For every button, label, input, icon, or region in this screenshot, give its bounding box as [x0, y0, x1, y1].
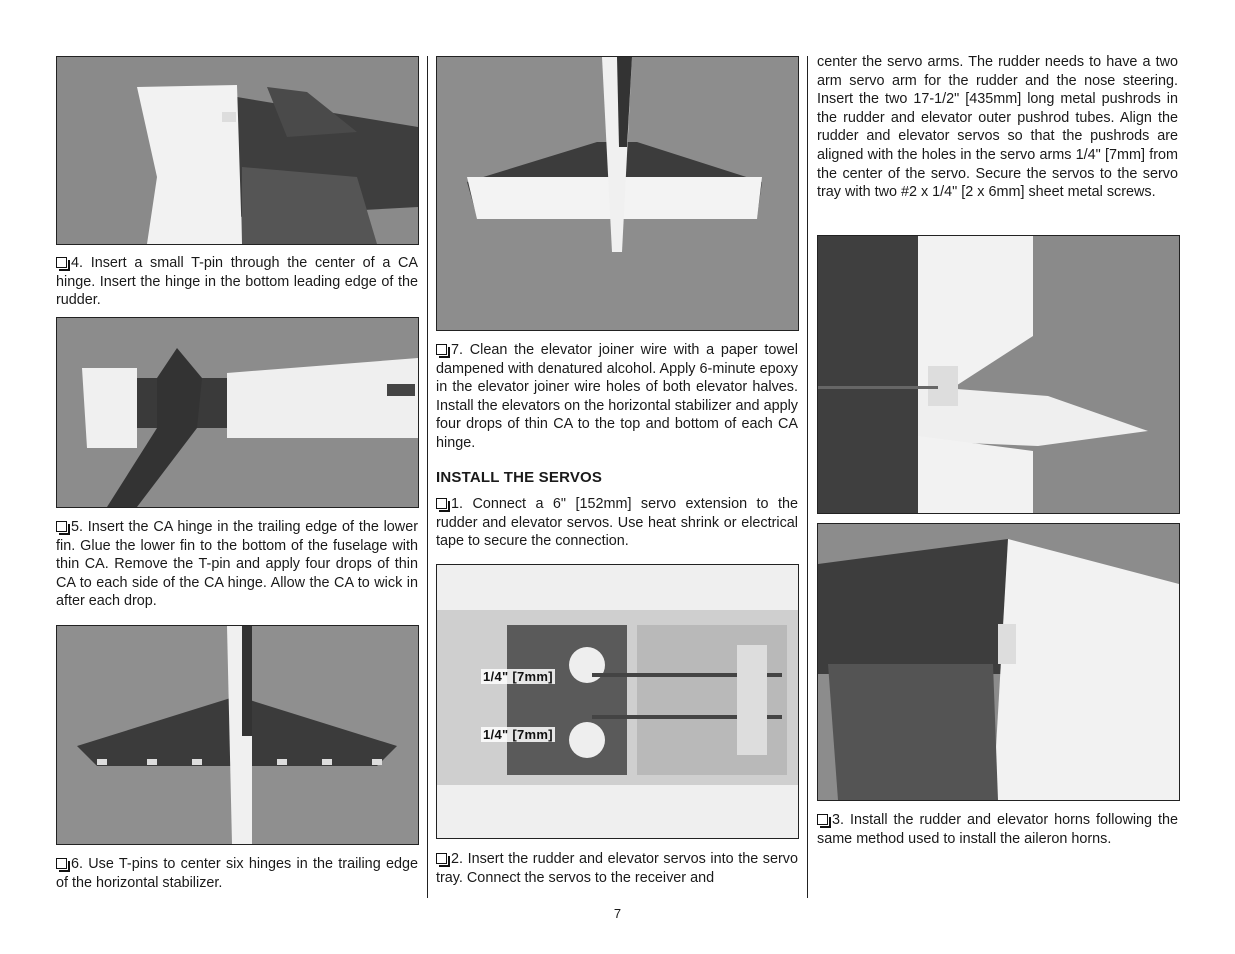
column-divider-left	[427, 56, 428, 898]
checkbox-icon[interactable]	[56, 521, 67, 532]
photo-rudder-hinge	[56, 56, 419, 245]
measure-label-bottom: 1/4" [7mm]	[483, 727, 553, 742]
step-6-text: 6. Use T-pins to center six hinges in the trailing edge of the horizontal stabilizer.	[56, 856, 418, 891]
measure-label-top: 1/4" [7mm]	[483, 669, 553, 684]
checkbox-icon[interactable]	[436, 853, 447, 864]
servo-step-2-text: 2. Insert the rudder and elevator servos into the servo tray. Connect the servos to the receiver and	[436, 851, 798, 886]
checkbox-icon[interactable]	[436, 498, 447, 509]
column-divider-right	[807, 56, 808, 898]
section-heading: INSTALL THE SERVOS	[436, 469, 603, 486]
photo-lower-fin	[56, 317, 419, 508]
step-7-text: 7. Clean the elevator joiner wire with a paper towel dampened with denatured alcohol. Apply 6-minute epoxy in the elevator joiner wire holes of both elevator halves. Install the elevators on the horizontal stabilizer and apply four drops of thin CA to the top and bottom of each CA hinge.	[436, 342, 798, 451]
checkbox-icon[interactable]	[436, 344, 447, 355]
photo-rudder-horns	[817, 235, 1180, 514]
step-4-text: 4. Insert a small T-pin through the center of a CA hinge. Insert the hinge in the bottom leading edge of the rudder.	[56, 255, 418, 309]
checkbox-icon[interactable]	[817, 814, 828, 825]
photo-elevator-horn	[817, 523, 1180, 801]
servo-step-2-continued: center the servo arms. The rudder needs to have a two arm servo arm for the rudder and the nose steering. Insert the two 17-1/2" [435mm] long metal pushrods in the rudder and elevator outer pushrod tubes. Align the rudder and elevator servos so that the pushrods are aligned with the holes in the servo arms 1/4" [7mm] from the center of the servo. Secure the servos to the servo tray with two #2 x 1/4" [2 x 6mm] sheet metal screws.	[817, 54, 1178, 201]
checkbox-icon[interactable]	[56, 257, 67, 268]
checkbox-icon[interactable]	[56, 858, 67, 869]
servo-step-1-text: 1. Connect a 6" [152mm] servo extension to the rudder and elevator servos. Use heat shrink or electrical tape to secure the connection.	[436, 496, 798, 550]
photo-elevators-installed	[436, 56, 799, 331]
photo-stabilizer-hinges	[56, 625, 419, 845]
step-5-text: 5. Insert the CA hinge in the trailing edge of the lower fin. Glue the lower fin to the bottom of the fuselage with thin CA. Remove the T-pin and apply four drops of thin CA to each side of the CA hinge. Allow the CA to wick in after each drop.	[56, 519, 418, 610]
servo-step-3-text: 3. Install the rudder and elevator horns following the same method used to install the aileron horns.	[817, 812, 1178, 847]
page-number: 7	[613, 906, 622, 921]
photo-servo-tray	[436, 564, 799, 839]
